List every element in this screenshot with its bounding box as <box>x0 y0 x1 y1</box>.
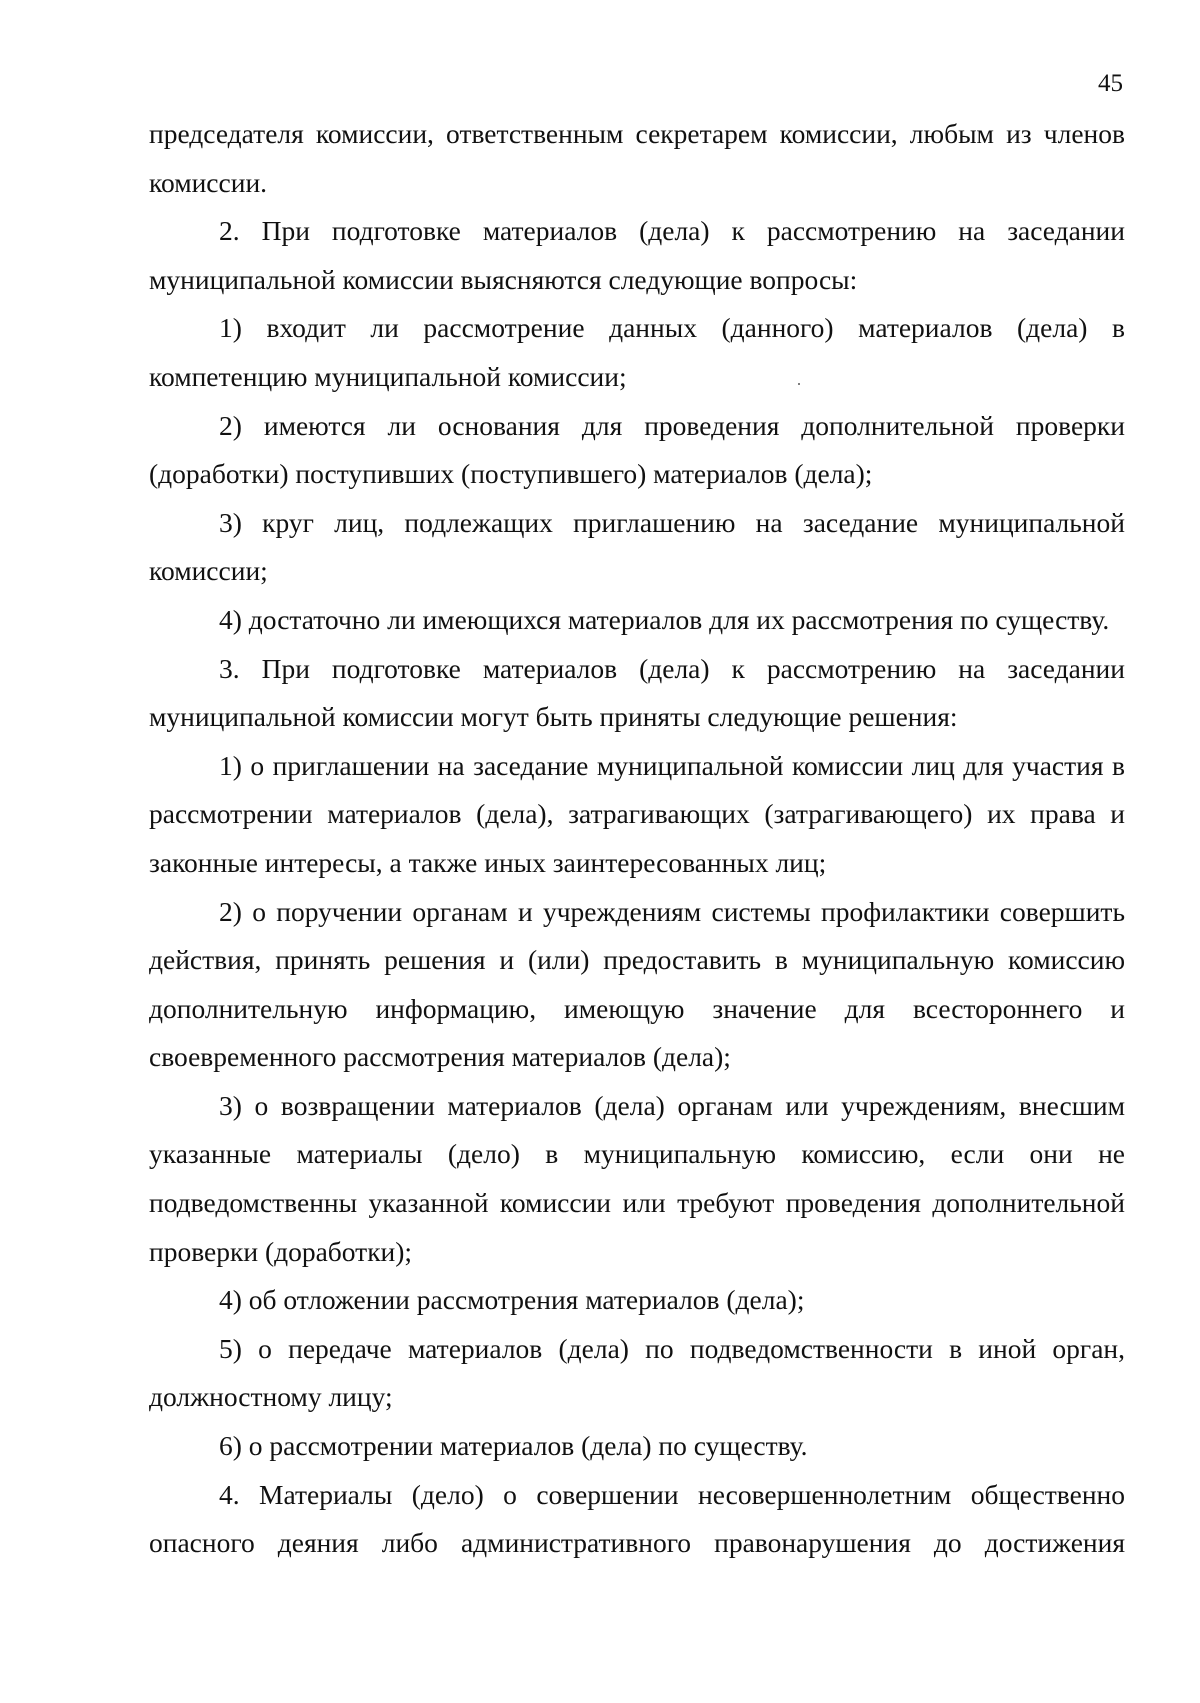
list-item: 2) о поручении органам и учреждениям системы профилактики совершить действия, принять решения и (или) предоставить в муниципальную комиссию дополнительную информацию, имеющую значение для всестороннего и своевременного рассмотрения материалов (дела); <box>149 895 1125 1073</box>
list-item: 4) достаточно ли имеющихся материалов для их рассмотрения по существу. <box>219 603 1110 635</box>
list-item: 3) круг лиц, подлежащих приглашению на заседание муниципальной комиссии; <box>149 506 1125 587</box>
list-item: 2) имеются ли основания для проведения дополнительной проверки (доработки) поступивших (поступившего) материалов (дела); <box>149 409 1125 490</box>
paragraph: 2. При подготовке материалов (дела) к рассмотрению на заседании муниципальной комиссии выясняются следующие вопросы: <box>149 215 1125 295</box>
list-item: 5) о передаче материалов (дела) по подведомственности в иной орган, должностному лицу; <box>149 1332 1125 1413</box>
document-body <box>149 110 1125 1568</box>
paragraph: 4. Материалы (дело) о совершении несовершеннолетним общественно опасного деяния либо административного правонарушения до достижения <box>149 1478 1125 1559</box>
paragraph: 3. При подготовке материалов (дела) к рассмотрению на заседании муниципальной комиссии могут быть приняты следующие решения: <box>149 652 1125 733</box>
list-item: 6) о рассмотрении материалов (дела) по существу. <box>219 1430 808 1462</box>
list-item: 4) об отложении рассмотрения материалов (дела); <box>219 1284 805 1316</box>
paragraph: председателя комиссии, ответственным секретарем комиссии, любым из членов комиссии. <box>149 118 1125 198</box>
list-item: 1) входит ли рассмотрение данных (данного) материалов (дела) в компетенцию муниципальной комиссии; <box>149 312 1125 392</box>
list-item: 1) о приглашении на заседание муниципальной комиссии лиц для участия в рассмотрении материалов (дела), затрагивающих (затрагивающего) их права и законные интересы, а также иных заинтересованных лиц; <box>149 749 1125 878</box>
page-number: 45 <box>1098 70 1123 97</box>
list-item: 3) о возвращении материалов (дела) органам или учреждениям, внесшим указанные материалы (дело) в муниципальную комиссию, если они не подведомственны указанной комиссии или требуют проведения дополнительной проверки (доработки); <box>149 1089 1125 1267</box>
